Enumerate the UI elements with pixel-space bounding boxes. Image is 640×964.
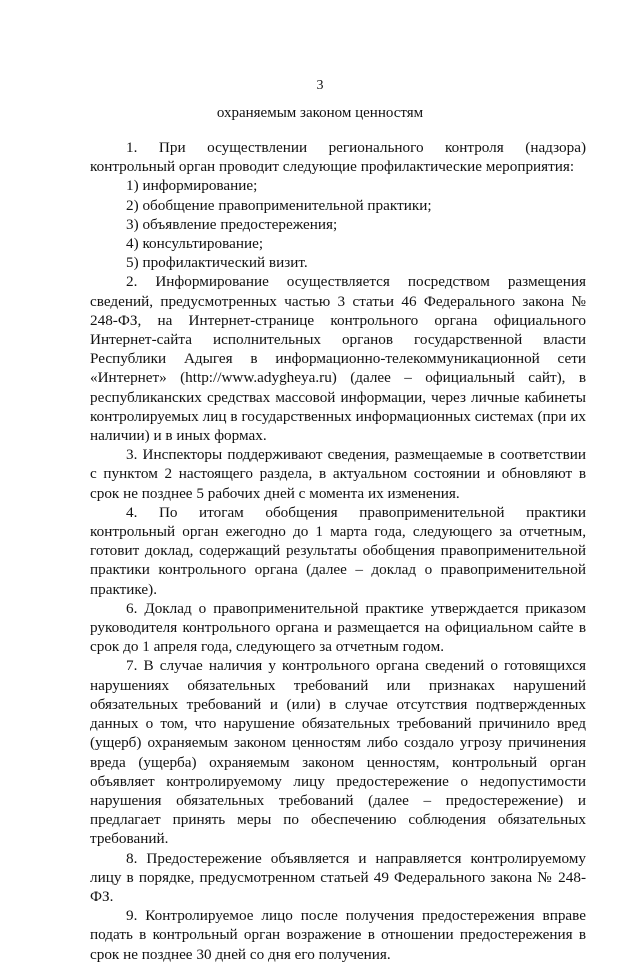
list-item-2: 2) обобщение правоприменительной практики; — [126, 196, 432, 214]
paragraph-8: 8. Предостережение объявляется и направляется контролируемому лицу в порядке, предусмотренном статьей 49 Федерального закона № 248-ФЗ. — [90, 849, 586, 905]
page-number: 3 — [316, 78, 324, 93]
list-item-4: 4) консультирование; — [126, 235, 264, 253]
document-body — [90, 138, 586, 964]
list-item-3: 3) объявление предостережения; — [126, 215, 338, 233]
list-item-5: 5) профилактический визит. — [126, 254, 308, 272]
paragraph-9: 9. Контролируемое лицо после получения предостережения вправе подать в контрольный орган возражение в отношении предостережения в срок не позднее 30 дней со дня его получения. — [90, 907, 586, 963]
section-subtitle: охраняемым законом ценностям — [216, 105, 424, 121]
list-item-1: 1) информирование; — [126, 177, 258, 195]
paragraph-6: 6. Доклад о правоприменительной практике утверждается приказом руководителя контрольного органа и размещается на официальном сайте в срок до 1 апреля года, следующего за отчетным годом. — [90, 599, 586, 656]
paragraph-4: 4. По итогам обобщения правоприменительной практики контрольный орган ежегодно до 1 марта года, следующего за отчетным, готовит доклад, содержащий результаты обобщения правоприменительной практики контрольного органа (далее – доклад о правоприменительной практике). — [90, 503, 586, 598]
paragraph-2: 2. Информирование осуществляется посредством размещения сведений, предусмотренных частью 3 статьи 46 Федерального закона № 248-ФЗ, на Интернет-странице контрольного органа официального Интернет-сайта исполнительных органов государственной власти Республики Адыгея в информационно-телекоммуникационной сети «Интернет» (http://www.adygheya.ru) (далее – официальный сайт), в республиканских средствах массовой информации, через личные кабинеты контролируемых лиц в государственных информационных системах (при их наличии) и в иных формах. — [90, 273, 586, 445]
paragraph-1: 1. При осуществлении регионального контроля (надзора) контрольный орган проводит следующие профилактические мероприятия: — [90, 139, 586, 176]
paragraph-7: 7. В случае наличия у контрольного органа сведений о готовящихся нарушениях обязательных требований или признаках нарушений обязательных требований и (или) в случае отсутствия подтвержденных данных о том, что нарушение обязательных требований причинило вред (ущерб) охраняемым законом ценностям либо создало угрозу причинения вреда (ущерба) охраняемым законом ценностям, контрольный орган объявляет контролируемому лицу предостережение о недопустимости нарушения обязательных требований (далее – предостережение) и предлагает принять меры по обеспечению соблюдения обязательных требований. — [90, 657, 586, 848]
paragraph-3: 3. Инспекторы поддерживают сведения, размещаемые в соответствии с пунктом 2 настоящего раздела, в актуальном состоянии и обновляют в срок не позднее 5 рабочих дней с момента их изменения. — [90, 446, 586, 502]
